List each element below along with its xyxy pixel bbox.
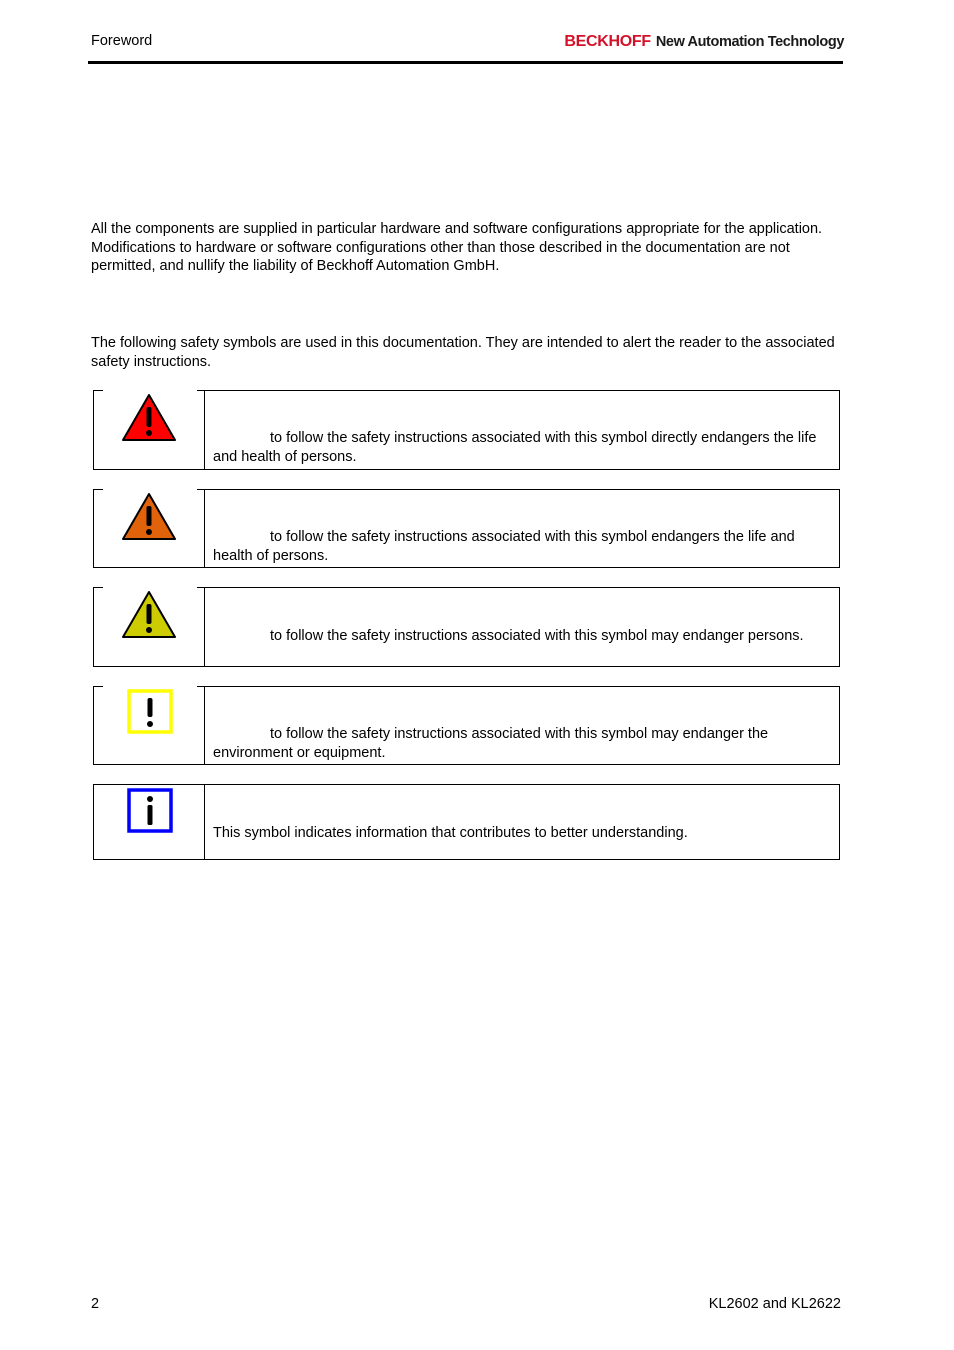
product-name: KL2602 and KL2622 [708, 1296, 841, 1312]
symbol-cell [94, 785, 205, 859]
note-info-icon [126, 788, 174, 834]
symbol-cell [94, 390, 205, 469]
safety-symbols-intro: The following safety symbols are used in this documentation. They are intended to alert the reader to the associated safety instructions. [91, 335, 835, 370]
attention-symbol-description: to follow the safety instructions associated with this symbol may endanger the environment or equipment. [213, 726, 769, 761]
header-divider [88, 61, 843, 64]
box-border-segment [197, 587, 840, 588]
symbol-cell [94, 489, 205, 567]
caution-symbol-description: to follow the safety instructions associated with this symbol may endanger persons. [270, 628, 804, 644]
box-border-segment [197, 686, 840, 687]
beckhoff-logo [564, 33, 844, 51]
note-symbol-box [93, 784, 840, 860]
configuration-paragraph: All the components are supplied in particular hardware and software configurations appropriate for the application. Modifications to hardware or software configurations other than those described in the documentation are not permitted, and nullify the liability of Beckhoff Automation GmbH. [91, 221, 823, 275]
warning-triangle-icon [121, 492, 177, 542]
warning-symbol-box [93, 489, 840, 568]
caution-triangle-icon [121, 590, 177, 640]
note-symbol-description: This symbol indicates information that contributes to better understanding. [213, 825, 688, 841]
box-border-segment [197, 489, 840, 490]
danger-symbol-box [93, 390, 840, 470]
box-border-segment [197, 390, 840, 391]
warning-symbol-description: to follow the safety instructions associated with this symbol endangers the life and health of persons. [213, 529, 795, 564]
page-number: 2 [91, 1296, 100, 1312]
caution-symbol-box [93, 587, 840, 667]
symbol-cell [94, 686, 205, 764]
brand-name: BECKHOFF [564, 33, 651, 50]
danger-triangle-icon [121, 393, 177, 443]
brand-tagline: New Automation Technology [655, 34, 844, 50]
symbol-cell [94, 587, 205, 666]
header-section-title: Foreword [91, 33, 153, 49]
attention-symbol-box [93, 686, 840, 765]
attention-square-icon [126, 689, 174, 735]
danger-symbol-description: to follow the safety instructions associated with this symbol directly endangers the life and health of persons. [213, 430, 817, 465]
